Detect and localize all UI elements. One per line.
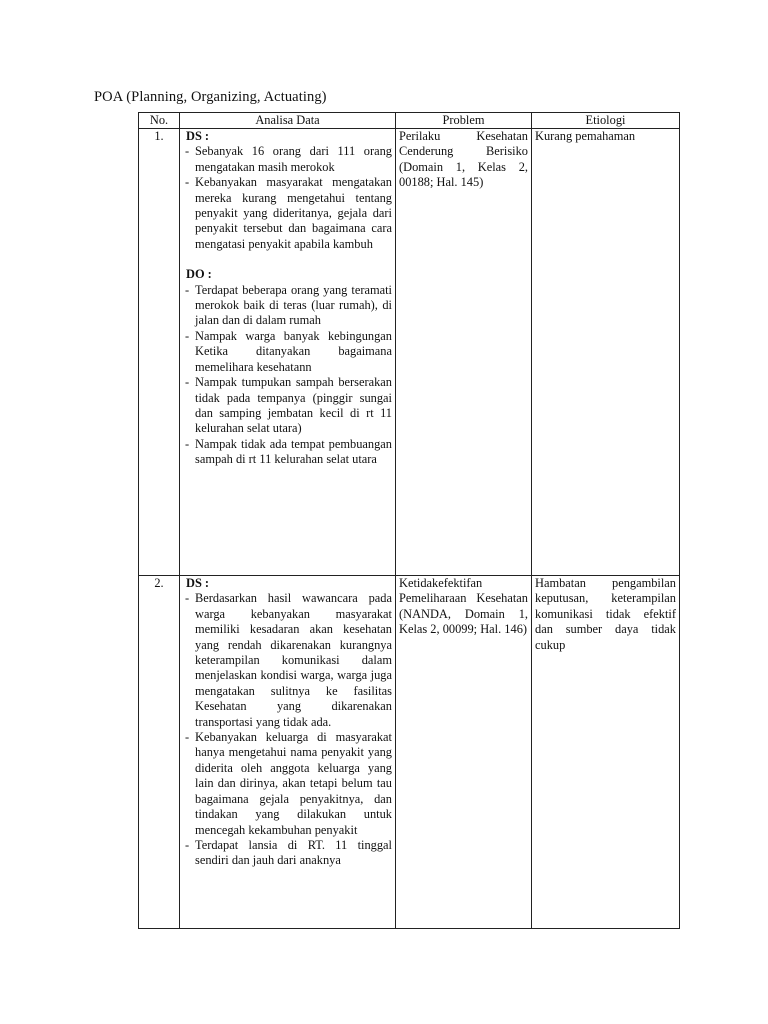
etiologi-cell: Kurang pemahaman xyxy=(532,129,680,576)
list-item: - Nampak warga banyak kebingungan Ketika ditanyakan bagaimana memelihara kesehatann xyxy=(183,329,392,375)
problem-cell: Ketidakefektifan Pemeliharaan Kesehatan (NANDA, Domain 1, Kelas 2, 00099; Hal. 146) xyxy=(396,576,532,929)
document-title: POA (Planning, Organizing, Actuating) xyxy=(94,89,327,105)
do-list xyxy=(183,283,392,468)
analisa-data-cell xyxy=(180,576,396,929)
list-item: - Berdasarkan hasil wawancara pada warga kebanyakan masyarakat memiliki kesadaran akan kesehatan yang rendah dikarenakan kurangnya keterampilan komunikasi dalam menjelaskan kondisi warga, warga juga mengatakan sulitnya ke fasilitas Kesehatan yang dikarenakan transportasi yang tidak ada. xyxy=(183,591,392,730)
analisa-data-cell xyxy=(180,129,396,576)
do-label: DO : xyxy=(186,267,212,282)
row-number: 1. xyxy=(139,129,180,576)
header-no: No. xyxy=(139,113,180,129)
table-header-row xyxy=(139,113,680,129)
list-item: - Nampak tidak ada tempat pembuangan sampah di rt 11 kelurahan selat utara xyxy=(183,437,392,468)
etiologi-cell: Hambatan pengambilan keputusan, keterampilan komunikasi tidak efektif dan sumber daya tidak cukup xyxy=(532,576,680,929)
row-number: 2. xyxy=(139,576,180,929)
ds-list xyxy=(183,591,392,868)
table-row xyxy=(139,129,680,576)
ds-list xyxy=(183,144,392,252)
header-etiologi: Etiologi xyxy=(532,113,680,129)
list-item: - Nampak tumpukan sampah berserakan tidak pada tempanya (pinggir sungai dan samping jembatan kecil di rt 11 kelurahan selat utara) xyxy=(183,375,392,437)
problem-cell: Perilaku Kesehatan Cenderung Berisiko (Domain 1, Kelas 2, 00188; Hal. 145) xyxy=(396,129,532,576)
poa-table xyxy=(138,112,680,929)
ds-label: DS : xyxy=(186,576,210,590)
header-analisa-data: Analisa Data xyxy=(180,113,396,129)
header-problem: Problem xyxy=(396,113,532,129)
list-item: - Terdapat beberapa orang yang teramati merokok baik di teras (luar rumah), di jalan dan di dalam rumah xyxy=(183,283,392,329)
list-item: - Terdapat lansia di RT. 11 tinggal sendiri dan jauh dari anaknya xyxy=(183,838,392,869)
ds-label: DS : xyxy=(186,129,210,143)
list-item: - Sebanyak 16 orang dari 111 orang mengatakan masih merokok xyxy=(183,144,392,175)
table-row xyxy=(139,576,680,929)
list-item: - Kebanyakan keluarga di masyarakat hanya mengetahui nama penyakit yang diderita oleh anggota keluarga yang lain dan dirinya, akan tetapi belum tau bagaimana gejala penyakitnya, dan tindakan yang dilakukan untuk mencegah kekambuhan penyakit xyxy=(183,730,392,838)
list-item: - Kebanyakan masyarakat mengatakan mereka kurang mengetahui tentang penyakit yang dideritanya, gejala dari penyakit tersebut dan bagaimana cara mengatasi penyakit apabila kambuh xyxy=(183,175,392,252)
